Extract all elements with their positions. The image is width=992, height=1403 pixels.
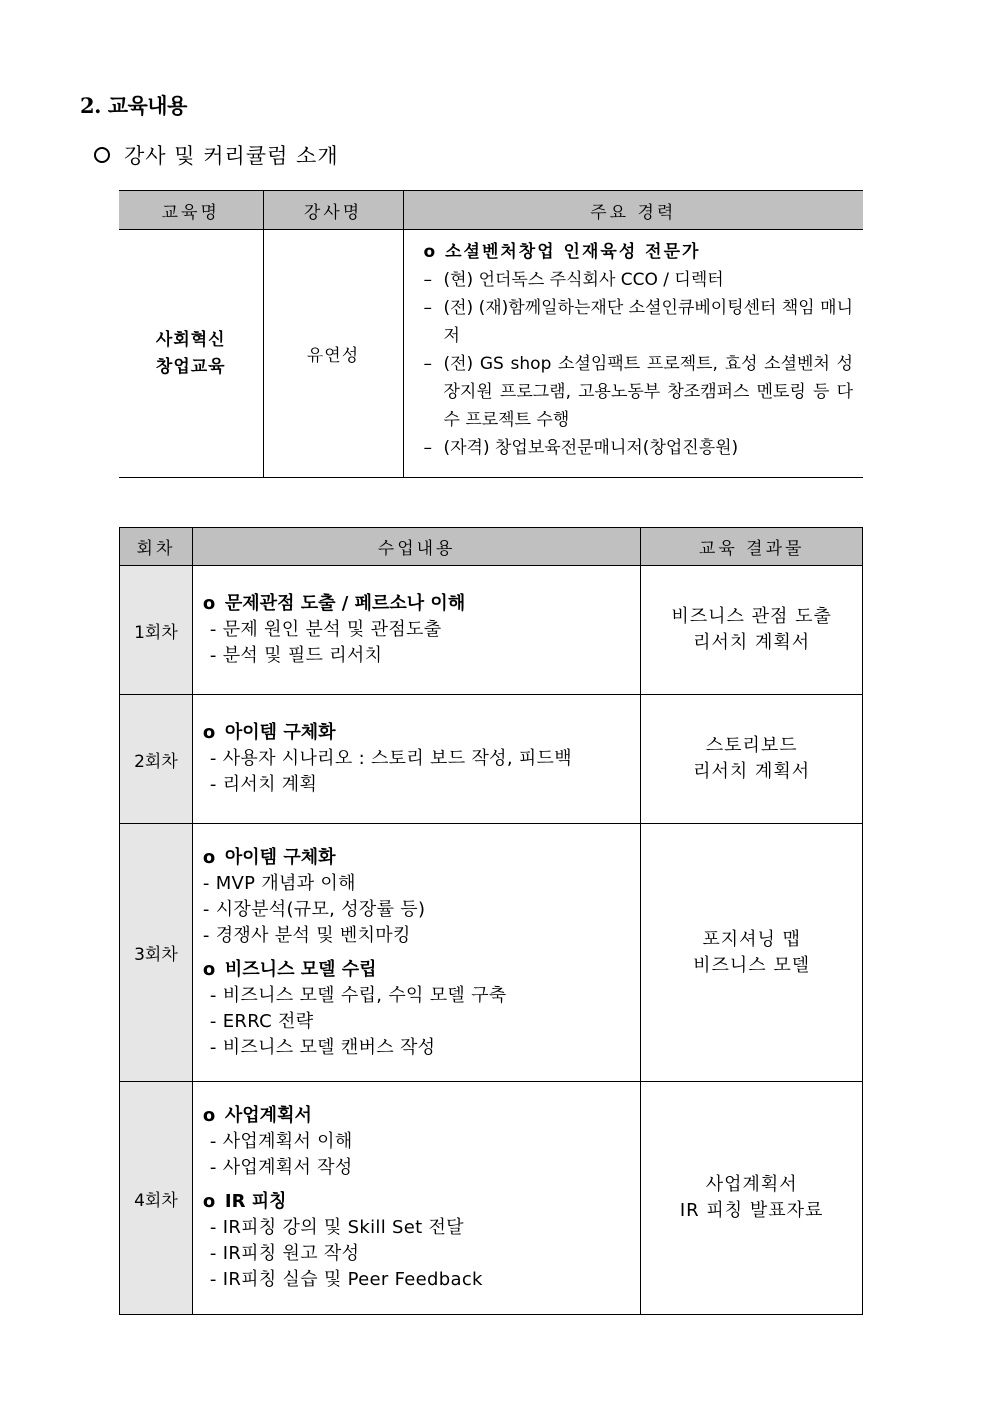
header-session: 회차 <box>120 528 193 566</box>
sub-item: - 사업계획서 작성 <box>209 1157 353 1178</box>
sub-item: - 사업계획서 이해 <box>209 1131 353 1152</box>
career-item <box>424 434 854 462</box>
output-line: 리서치 계획서 <box>693 632 811 653</box>
output-cell <box>641 1082 863 1315</box>
career-item-text: (전) (재)함께일하는재단 소셜인큐베이팅센터 책임 매니저 <box>443 298 853 346</box>
header-content: 수업내용 <box>192 528 640 566</box>
block-title-text: 아이템 구체화 <box>224 722 336 743</box>
course-name-cell <box>119 230 263 478</box>
sub-item: - 비즈니스 모델 수립, 수익 모델 구축 <box>209 984 507 1006</box>
sub-item: - IR피칭 실습 및 Peer Feedback <box>209 1269 483 1290</box>
circle-icon <box>94 147 110 163</box>
career-item <box>424 294 854 350</box>
content-block <box>203 1189 630 1293</box>
block-title <box>203 1189 630 1215</box>
content-block <box>203 591 630 669</box>
curriculum-row <box>120 1082 863 1315</box>
output-line: IR 피칭 발표자료 <box>679 1200 824 1221</box>
course-name-line: 사회혁신 <box>155 329 226 350</box>
course-name-line: 창업교육 <box>155 356 226 377</box>
session-cell: 1회차 <box>120 566 193 695</box>
output-line: 스토리보드 <box>705 735 798 756</box>
dash-bullet: – <box>423 298 432 318</box>
curriculum-table <box>119 527 863 1315</box>
instructor-name-cell: 유연성 <box>263 230 403 478</box>
block-title <box>203 720 630 746</box>
sub-item: - 분석 및 필드 리서치 <box>209 645 383 666</box>
dash-bullet: – <box>423 270 432 290</box>
output-cell <box>641 695 863 824</box>
bullet-o: o <box>202 722 216 743</box>
output-line: 리서치 계획서 <box>693 761 811 782</box>
instructor-row <box>119 230 863 478</box>
block-title <box>203 1103 630 1129</box>
output-line: 사업계획서 <box>705 1174 798 1195</box>
curriculum-row <box>120 566 863 695</box>
bullet-o: o <box>202 958 216 980</box>
content-block <box>203 720 630 798</box>
bullet-o: o <box>202 1191 216 1212</box>
block-title-text: 문제관점 도출 / 페르소나 이해 <box>224 593 466 614</box>
sub-item: - IR피칭 강의 및 Skill Set 전달 <box>209 1217 464 1238</box>
dash-bullet: – <box>423 354 432 374</box>
sub-item: - 문제 원인 분석 및 관점도출 <box>209 619 442 640</box>
header-instructor: 강사명 <box>263 191 403 230</box>
instructor-table-header <box>119 191 863 230</box>
career-cell <box>403 230 863 478</box>
output-line: 포지셔닝 맵 <box>702 928 801 950</box>
header-course-name: 교육명 <box>119 191 263 230</box>
output-line: 비즈니스 모델 <box>693 954 811 976</box>
bullet-o: o <box>202 1105 216 1126</box>
session-cell: 3회차 <box>120 824 193 1082</box>
content-cell <box>192 566 640 695</box>
session-cell: 2회차 <box>120 695 193 824</box>
instructor-table <box>119 190 863 478</box>
block-title <box>203 591 630 617</box>
sub-item: - 시장분석(규모, 성장률 등) <box>202 898 426 920</box>
block-title <box>203 957 630 983</box>
sub-item: - 비즈니스 모델 캔버스 작성 <box>209 1036 436 1058</box>
sub-item: - 리서치 계획 <box>209 774 318 795</box>
section-title: 2. 교육내용 <box>80 93 187 118</box>
block-title-text: 비즈니스 모델 수립 <box>224 958 377 980</box>
header-output: 교육 결과물 <box>641 528 863 566</box>
content-block <box>203 845 630 949</box>
sub-item: - MVP 개념과 이해 <box>202 872 356 894</box>
subsection-title <box>94 140 339 170</box>
session-cell: 4회차 <box>120 1082 193 1315</box>
curriculum-table-header <box>120 528 863 566</box>
curriculum-row <box>120 824 863 1082</box>
output-cell <box>641 824 863 1082</box>
bullet-o: o <box>202 846 216 868</box>
content-cell <box>192 824 640 1082</box>
sub-item: - IR피칭 원고 작성 <box>209 1243 360 1264</box>
output-cell <box>641 566 863 695</box>
output-line: 비즈니스 관점 도출 <box>671 606 832 627</box>
content-block <box>203 1103 630 1181</box>
block-title <box>203 845 630 871</box>
block-title-text: IR 피칭 <box>224 1191 287 1212</box>
dash-bullet: – <box>423 438 432 458</box>
career-item-text: (전) GS shop 소셜임팩트 프로젝트, 효성 소셜벤처 성장지원 프로그램, 고용노동부 창조캠퍼스 멘토링 등 다수 프로젝트 수행 <box>443 354 853 430</box>
career-headline: o 소셜벤처창업 인재육성 전문가 <box>423 242 701 262</box>
career-item <box>424 350 854 434</box>
sub-item: - ERRC 전략 <box>209 1010 314 1032</box>
sub-item: - 경쟁사 분석 및 벤치마킹 <box>202 924 411 946</box>
block-title-text: 사업계획서 <box>224 1105 312 1126</box>
sub-item: - 사용자 시나리오 : 스토리 보드 작성, 피드백 <box>209 748 572 769</box>
content-block <box>203 957 630 1061</box>
content-cell <box>192 695 640 824</box>
content-cell <box>192 1082 640 1315</box>
subsection-title-text: 강사 및 커리큘럼 소개 <box>124 144 339 168</box>
header-career: 주요 경력 <box>403 191 863 230</box>
career-item <box>424 266 854 294</box>
career-item-text: (현) 언더독스 주식회사 CCO / 디렉터 <box>443 270 724 290</box>
block-title-text: 아이템 구체화 <box>224 846 336 868</box>
career-item-text: (자격) 창업보육전문매니저(창업진흥원) <box>443 438 739 458</box>
bullet-o: o <box>202 593 216 614</box>
curriculum-row <box>120 695 863 824</box>
